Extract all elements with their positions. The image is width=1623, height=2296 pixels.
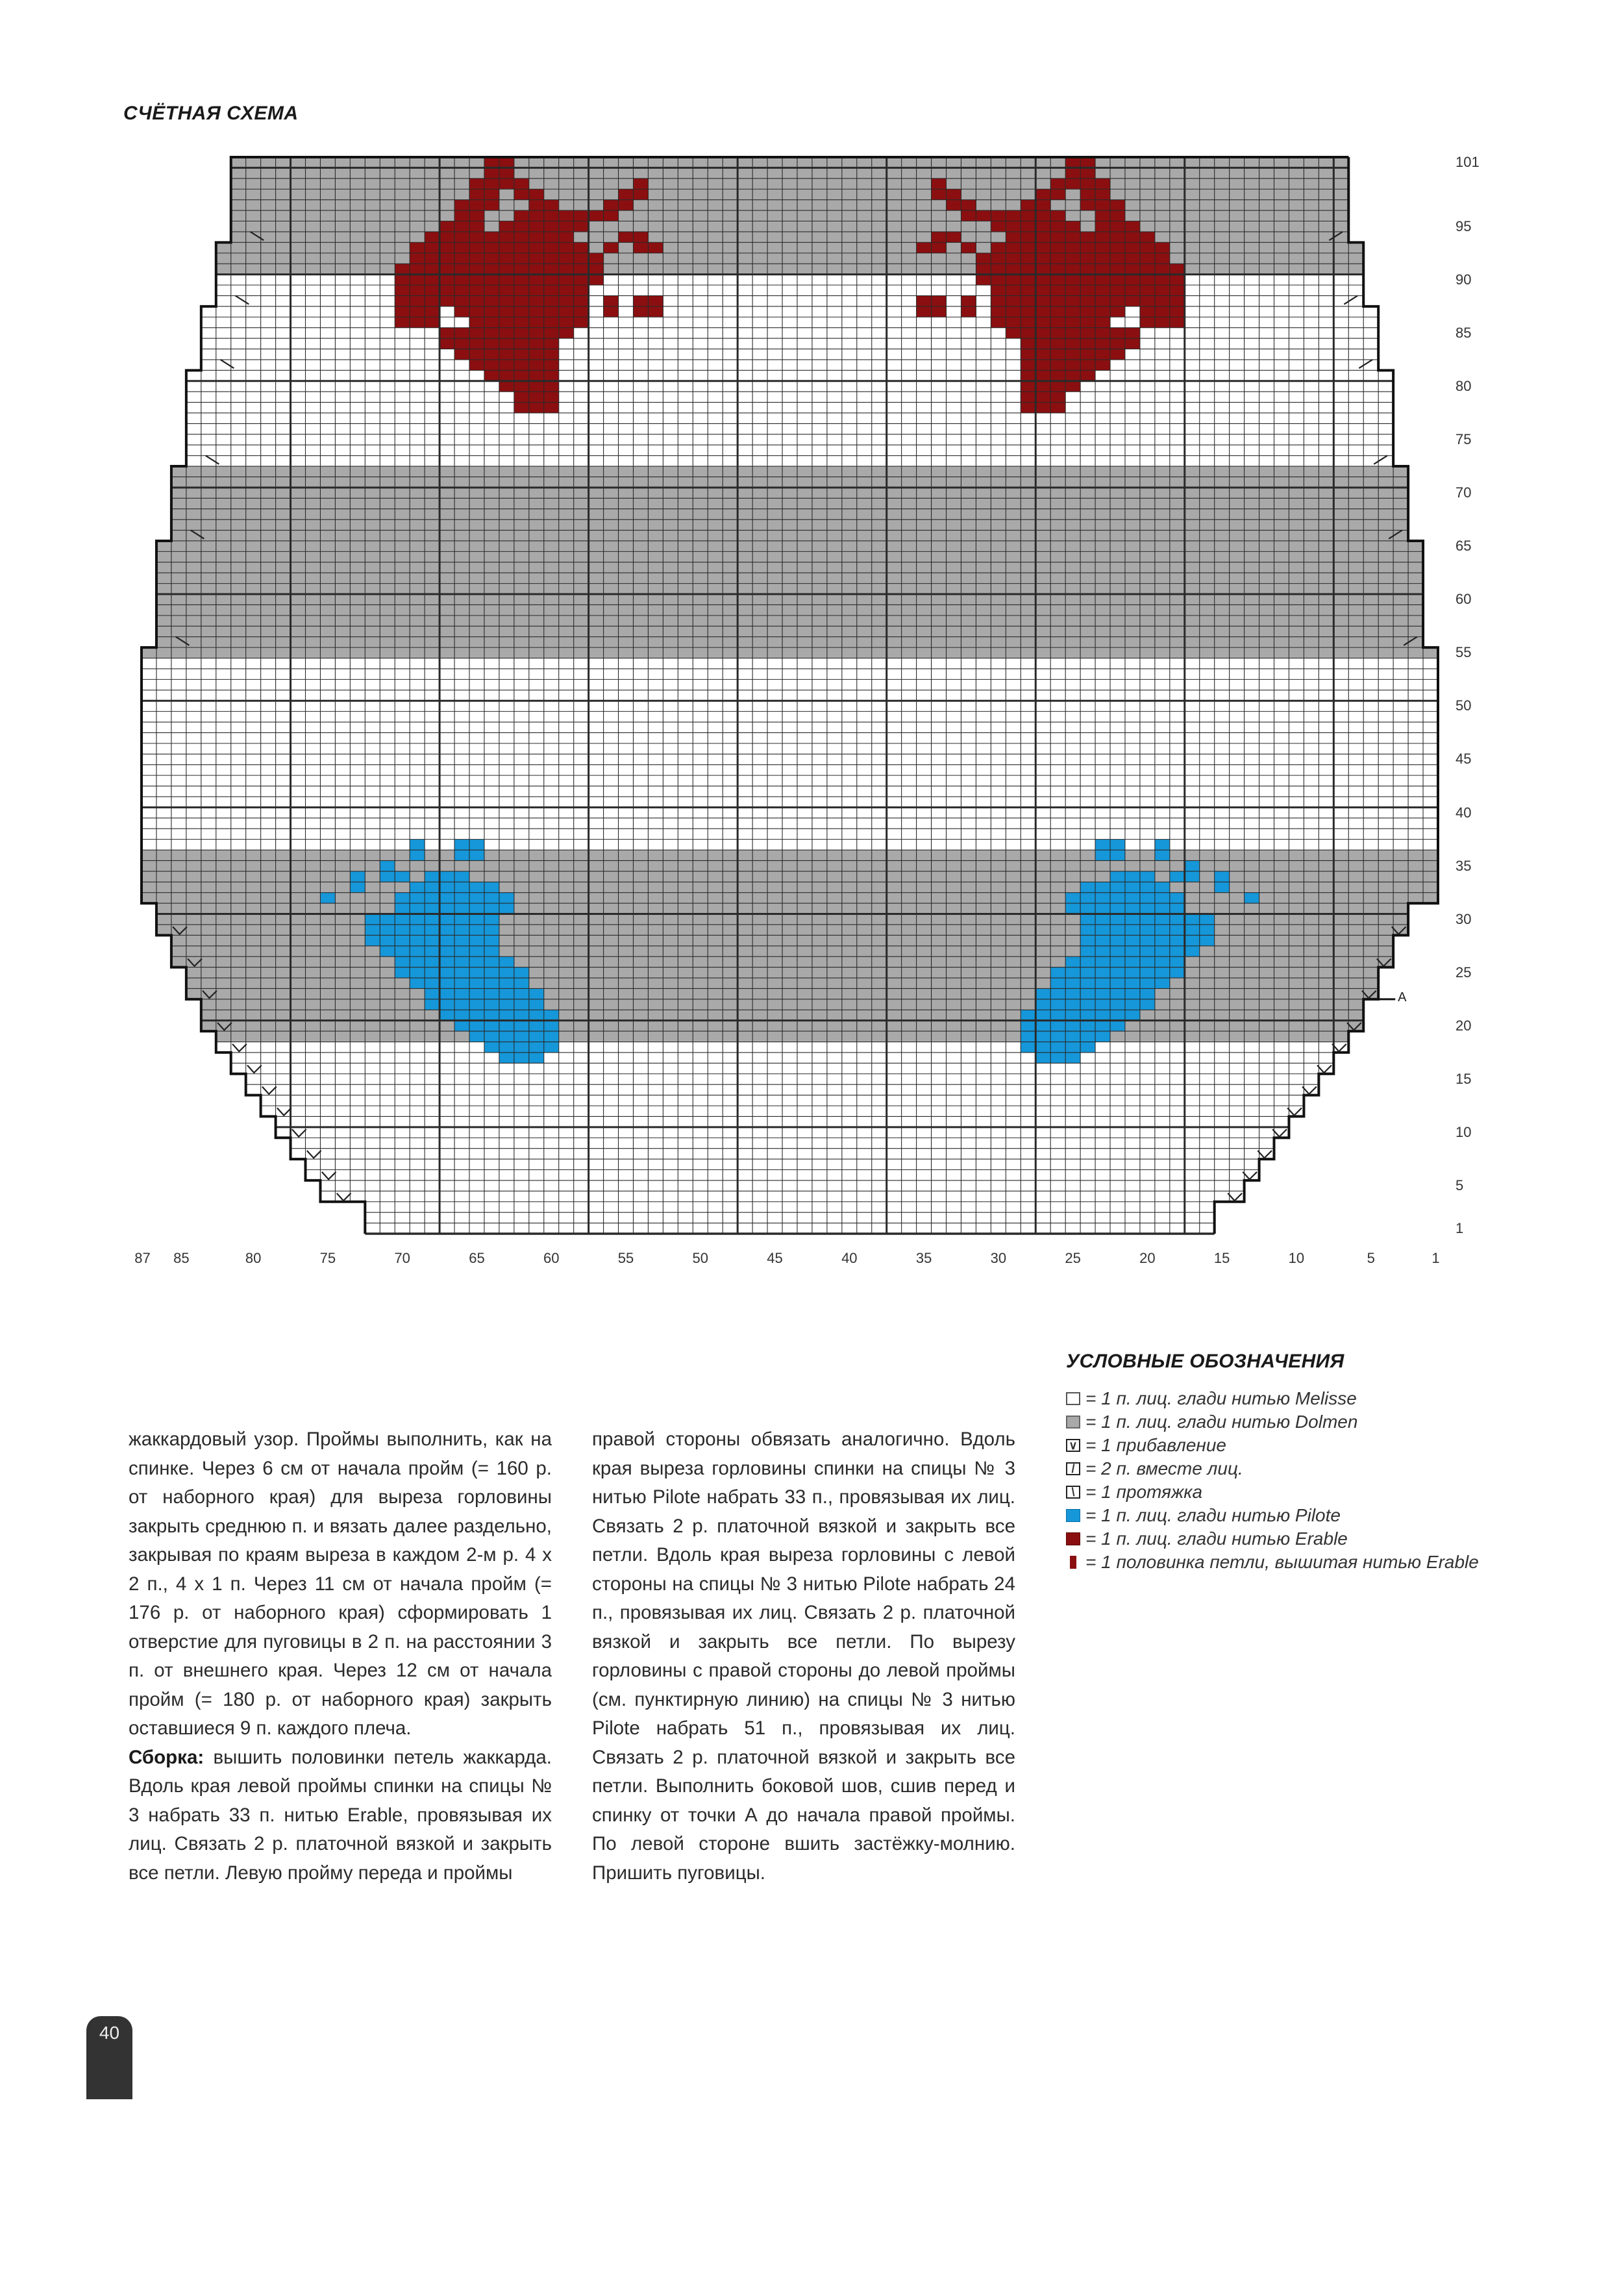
blue-square-icon bbox=[1066, 1509, 1080, 1522]
point-a-marker: A bbox=[1398, 990, 1407, 1004]
increase-v-icon: ∨ bbox=[1066, 1439, 1080, 1452]
page-number-tab: 40 bbox=[86, 2016, 132, 2099]
assembly-text: вышить половинки петель жаккарда. Вдоль края левой проймы спинки на спицы № 3 набрать 33 п. нитью Erable, провязывая их лиц. Связать 2 р. платочной вязкой и закрыть все петли. Левую пройму переда и проймы bbox=[129, 1746, 552, 1884]
row-number-label: 20 bbox=[1456, 1017, 1472, 1034]
legend-item bbox=[1066, 1551, 1481, 1574]
legend-item bbox=[1066, 1527, 1481, 1551]
stitch-number-label: 20 bbox=[1139, 1250, 1156, 1266]
k2tog-slash-icon: / bbox=[1066, 1462, 1080, 1475]
ssk-backslash-icon: \ bbox=[1066, 1486, 1080, 1499]
instructions-column-2 bbox=[592, 1425, 1015, 1888]
legend-item bbox=[1066, 1410, 1481, 1434]
row-number-label: 5 bbox=[1456, 1177, 1464, 1194]
row-number-label: 15 bbox=[1456, 1070, 1472, 1087]
row-number-label: 65 bbox=[1456, 538, 1472, 555]
red-half-stitch-icon bbox=[1070, 1556, 1076, 1569]
legend-label: = 1 п. лиц. глади нитью Pilote bbox=[1085, 1505, 1341, 1525]
white-square-icon bbox=[1066, 1392, 1080, 1405]
row-number-label: 35 bbox=[1456, 857, 1472, 874]
row-number-label: 50 bbox=[1456, 697, 1472, 714]
legend-item bbox=[1066, 1480, 1481, 1504]
legend-label: = 1 протяжка bbox=[1085, 1482, 1203, 1502]
assembly-paragraph bbox=[129, 1743, 552, 1888]
legend-label: = 2 п. вместе лиц. bbox=[1085, 1458, 1243, 1479]
stitch-number-label: 40 bbox=[841, 1250, 858, 1266]
stitch-number-label: 50 bbox=[692, 1250, 709, 1266]
stitch-number-label: 85 bbox=[173, 1250, 190, 1266]
stitch-number-label: 10 bbox=[1288, 1250, 1305, 1266]
row-number-label: 60 bbox=[1456, 591, 1472, 608]
red-square-icon bbox=[1066, 1532, 1080, 1545]
legend-item bbox=[1066, 1434, 1481, 1457]
stitch-number-label: 30 bbox=[990, 1250, 1007, 1266]
row-number-label: 25 bbox=[1456, 964, 1472, 980]
stitch-number-label: 70 bbox=[394, 1250, 410, 1266]
row-number-label: 55 bbox=[1456, 644, 1472, 661]
row-number-label: 101 bbox=[1456, 154, 1480, 171]
instructions-paragraph: жаккардовый узор. Проймы выполнить, как на спинке. Через 6 см от начала пройм (= 160 р. от наборного края) для выреза горловины закрыть среднюю п. и вязать далее раздельно, закрывая по краям выреза в каждом 2-м р. 4 х 2 п., 4 х 1 п. Через 11 см от начала пройм (= 176 р. от наборного края) сформировать 1 отверстие для пуговицы в 2 п. на расстоянии 3 п. от внешнего края. Через 12 см от начала пройм (= 180 р. от наборного края) закрыть оставшиеся 9 п. каждого плеча. bbox=[129, 1429, 552, 1739]
row-number-label: 95 bbox=[1456, 218, 1472, 234]
stitch-number-label: 87 bbox=[134, 1250, 151, 1266]
legend bbox=[1066, 1351, 1481, 1574]
row-number-label: 80 bbox=[1456, 377, 1472, 394]
row-number-label: 45 bbox=[1456, 751, 1472, 767]
instructions-paragraph: правой стороны обвязать аналогично. Вдоль края выреза горловины спинки на спицы № 3 нитью Pilote набрать 33 п., провязывая их лиц. Связать 2 р. платочной вязкой и закрыть все петли. Вдоль края выреза горловины с левой стороны на спицы № 3 нитью Pilote набрать 24 п., провязывая их лиц. Связать 2 р. платочной вязкой и закрыть все петли. По вырезу горловины с правой стороны до левой проймы (см. пунктирную линию) на спицы № 3 нитью Pilote набрать 51 п., провязывая их лиц. Связать 2 р. платочной вязкой и закрыть все петли. Выполнить боковой шов, сшив перед и спинку от точки А до начала правой проймы. По левой стороне вшить застёжку-молнию. Пришить пуговицы. bbox=[592, 1429, 1015, 1884]
stitch-number-label: 45 bbox=[767, 1250, 783, 1266]
row-number-label: 40 bbox=[1456, 804, 1472, 821]
stitch-number-label: 55 bbox=[617, 1250, 634, 1266]
stitch-number-label: 35 bbox=[915, 1250, 932, 1266]
stitch-number-label: 60 bbox=[543, 1250, 560, 1266]
legend-item bbox=[1066, 1387, 1481, 1410]
legend-item bbox=[1066, 1457, 1481, 1480]
legend-label: = 1 п. лиц. глади нитью Erable bbox=[1085, 1529, 1348, 1549]
stitch-number-label: 80 bbox=[245, 1250, 262, 1266]
chart-title: СЧЁТНАЯ СХЕМА bbox=[123, 103, 299, 124]
row-number-label: 85 bbox=[1456, 324, 1472, 341]
row-number-label: 70 bbox=[1456, 484, 1472, 501]
stitch-number-label: 5 bbox=[1367, 1250, 1375, 1266]
stitch-number-label: 1 bbox=[1431, 1250, 1440, 1266]
legend-label: = 1 п. лиц. глади нитью Dolmen bbox=[1085, 1412, 1358, 1432]
assembly-heading: Сборка: bbox=[129, 1746, 204, 1768]
instructions-column-1 bbox=[129, 1425, 552, 1888]
stitch-number-label: 75 bbox=[319, 1250, 336, 1266]
legend-title: УСЛОВНЫЕ ОБОЗНАЧЕНИЯ bbox=[1066, 1351, 1344, 1372]
row-number-label: 30 bbox=[1456, 910, 1472, 927]
row-number-label: 10 bbox=[1456, 1124, 1472, 1141]
stitch-number-label: 25 bbox=[1065, 1250, 1081, 1266]
grey-square-icon bbox=[1066, 1416, 1080, 1429]
legend-item bbox=[1066, 1504, 1481, 1527]
legend-label: = 1 п. лиц. глади нитью Melisse bbox=[1085, 1388, 1357, 1408]
stitch-number-label: 15 bbox=[1213, 1250, 1230, 1266]
stitch-number-label: 65 bbox=[469, 1250, 485, 1266]
legend-label: = 1 половинка петли, вышитая нитью Erable bbox=[1085, 1552, 1479, 1572]
row-number-label: 1 bbox=[1456, 1219, 1464, 1236]
row-number-label: 90 bbox=[1456, 271, 1472, 288]
row-number-label: 75 bbox=[1456, 431, 1472, 448]
legend-label: = 1 прибавление bbox=[1085, 1435, 1226, 1455]
